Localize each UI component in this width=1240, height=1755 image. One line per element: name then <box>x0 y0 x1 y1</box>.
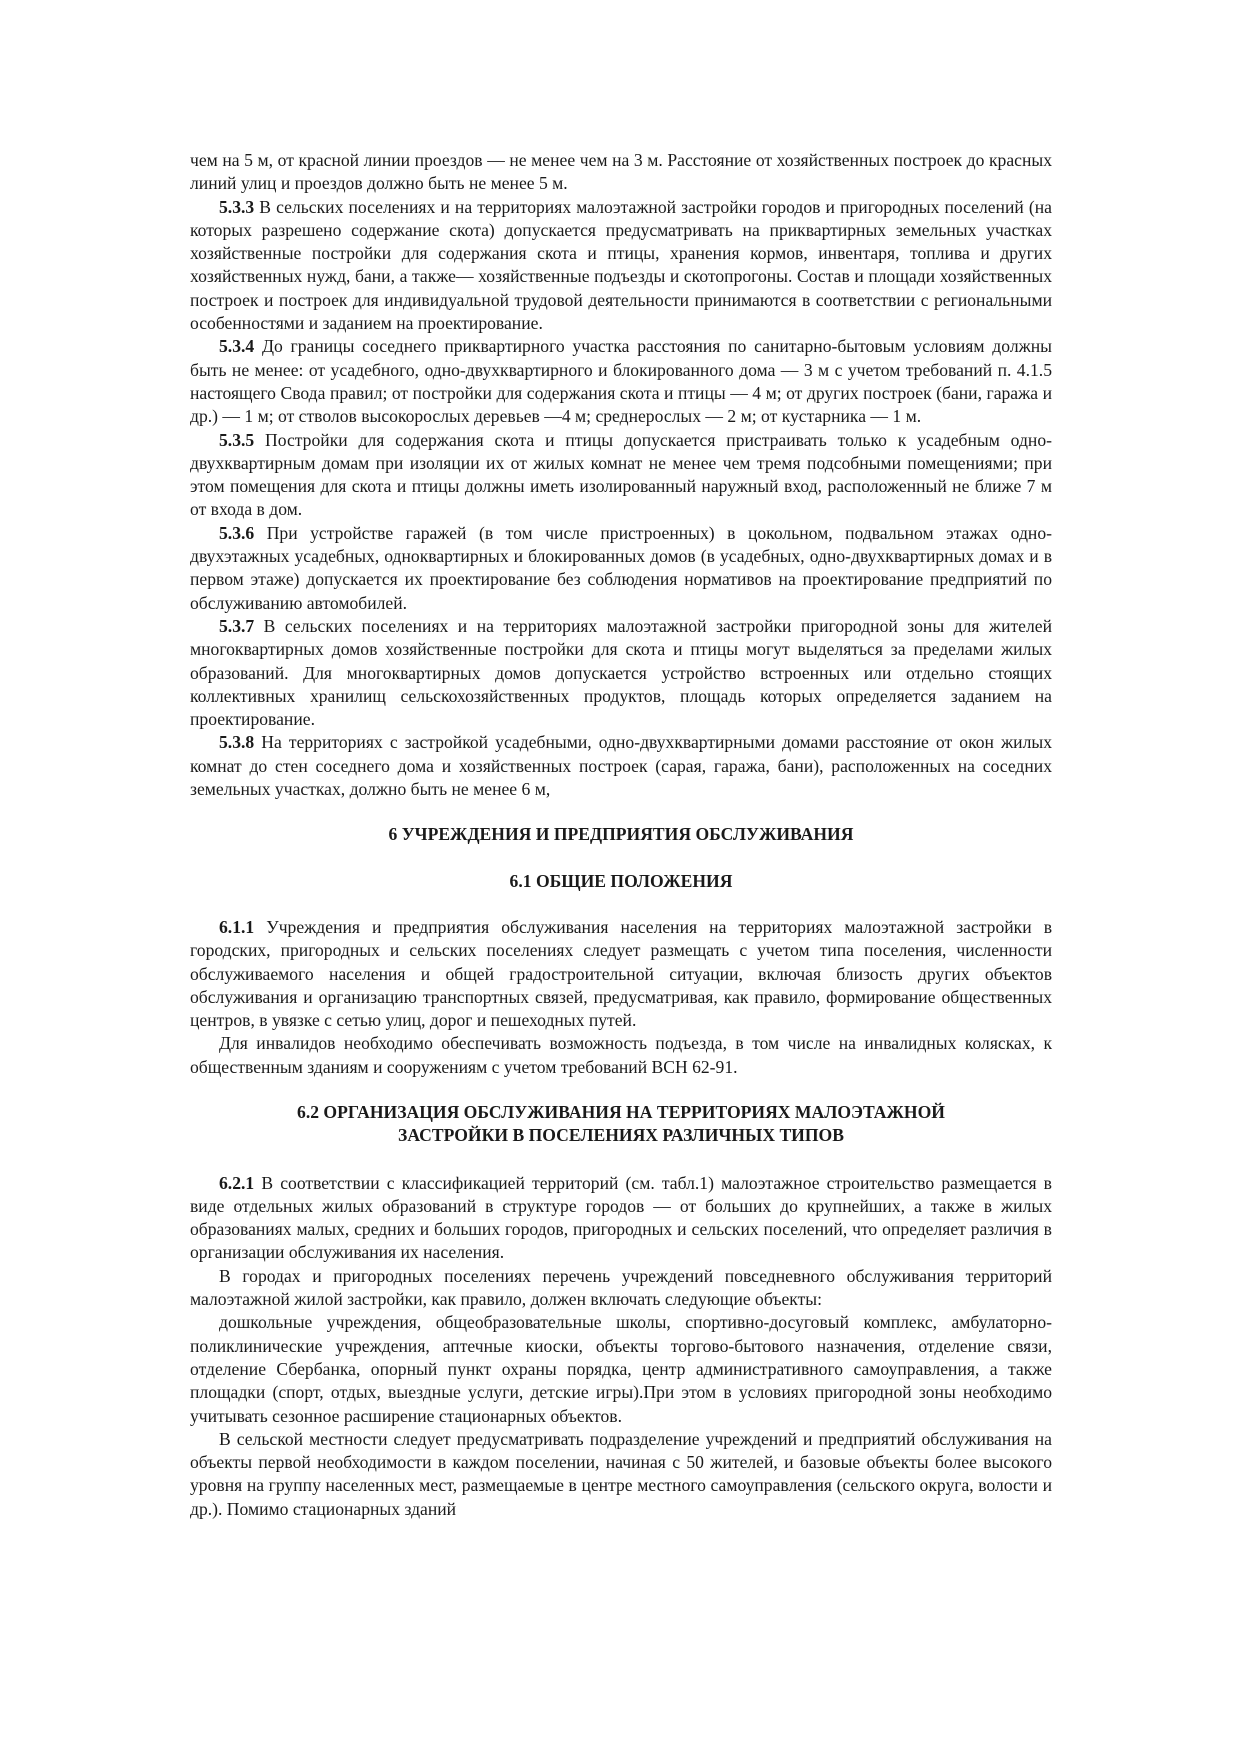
paragraph-5-3-5 <box>190 429 1052 522</box>
heading-line: ЗАСТРОЙКИ В ПОСЕЛЕНИЯХ РАЗЛИЧНЫХ ТИПОВ <box>398 1125 844 1146</box>
paragraph-text: До границы соседнего приквартирного участка расстояния по санитарно-бытовым условиям должны быть не менее: от усадебного, одно-двухквартирного и блокированного дома — 3 м с учетом требований п. 4.1.5 настоящего Свода правил; от постройки для содержания скота и птицы — 4 м; от других построек (бани, гаража и др.) — 1 м; от стволов высокорослых деревьев —4 м; среднерослых — 2 м; от кустарника — 1 м. <box>190 336 1052 427</box>
paragraph-5-3-8 <box>190 731 1052 801</box>
paragraph-6-2-1-objects-list: дошкольные учреждения, общеобразовательные школы, спортивно-досуговый комплекс, амбулаторно-поликлинические учреждения, аптечные киоски, объекты торгово-бытового назначения, отделение связи, отделение Сбербанка, опорный пункт охраны порядка, центр административного самоуправления, а также площадки (спорт, отдых, выездные услуги, детские игры).При этом в условиях пригородной зоны необходимо учитывать сезонное расширение стационарных объектов. <box>190 1312 1052 1426</box>
document-page <box>190 149 1052 1521</box>
paragraph-5-3-4 <box>190 335 1052 428</box>
paragraph-5-3-3 <box>190 196 1052 336</box>
paragraph-6-1-1 <box>190 916 1052 1032</box>
paragraph-text: В сельских поселениях и на территориях малоэтажной застройки пригородной зоны для жителей многоквартирных домов хозяйственные постройки для скота и птицы могут выделяться за пределами жилых образований. Для многоквартирных домов допускается устройство встроенных или отдельно стоящих коллективных хранилищ сельскохозяйственных продуктов, площадь которых определяется заданием на проектирование. <box>190 615 1052 730</box>
paragraph-6-1-1-disabled-access: Для инвалидов необходимо обеспечивать возможность подъезда, в том числе на инвалидных колясках, к общественным зданиям и сооружениям с учетом требований ВСН 62-91. <box>190 1033 1052 1077</box>
subsection-heading-6-1: 6.1 ОБЩИЕ ПОЛОЖЕНИЯ <box>509 870 733 891</box>
clause-number: 5.3.8 <box>219 732 255 753</box>
paragraph-continuation: чем на 5 м, от красной линии проездов — не менее чем на 3 м. Расстояние от хозяйственных построек до красных линий улиц и проездов должно быть не менее 5 м. <box>190 150 1052 194</box>
paragraph-text: В сельских поселениях и на территориях малоэтажной застройки городов и пригородных поселений (на которых разрешено содержание скота) допускается предусматривать на приквартирных земельных участках хозяйственные постройки для содержания скота и птицы, хранения кормов, инвентаря, топлива и других хозяйственных нужд, бани, а также— хозяйственные подъезды и скотопрогоны. Состав и площади хозяйственных построек и построек для индивидуальной трудовой деятельности принимаются в соответствии с региональными особенностями и заданием на проектирование. <box>190 196 1052 334</box>
clause-number: 5.3.5 <box>219 429 255 450</box>
paragraph-text: Постройки для содержания скота и птицы допускается пристраивать только к усадебным одно-двухквартирным домам при изоляции их от жилых комнат не менее чем тремя подсобными помещениями; при этом помещения для скота и птицы должны иметь изолированный наружный вход, расположенный не ближе 7 м от входа в дом. <box>190 429 1052 520</box>
paragraph-text: При устройстве гаражей (в том числе пристроенных) в цокольном, подвальном этажах одно-двухэтажных усадебных, одноквартирных и блокированных домов (в усадебных, одно-двухквартирных домах и в первом этаже) допускается их проектирование без соблюдения нормативов на проектирование предприятий по обслуживанию автомобилей. <box>190 522 1052 613</box>
clause-number: 6.2.1 <box>219 1172 255 1193</box>
paragraph-5-3-6 <box>190 522 1052 615</box>
clause-number: 5.3.4 <box>219 336 255 357</box>
paragraph-6-2-1 <box>190 1172 1052 1265</box>
clause-number: 5.3.7 <box>219 615 255 636</box>
clause-number: 5.3.3 <box>219 196 255 217</box>
heading-line: 6.2 ОРГАНИЗАЦИЯ ОБСЛУЖИВАНИЯ НА ТЕРРИТОРИЯХ МАЛОЭТАЖНОЙ <box>297 1101 945 1122</box>
clause-number: 5.3.6 <box>219 522 255 543</box>
paragraph-text: Учреждения и предприятия обслуживания населения на территориях малоэтажной застройки в городских, пригородных и сельских поселениях следует размещать с учетом типа поселения, численности обслуживаемого населения и общей градостроительной ситуации, включая близость других объектов обслуживания и организацию транспортных связей, предусматривая, как правило, формирование общественных центров, в увязке с сетью улиц, дорог и пешеходных путей. <box>190 916 1052 1031</box>
clause-number: 6.1.1 <box>219 916 255 937</box>
paragraph-text: На территориях с застройкой усадебными, одно-двухквартирными домами расстояние от окон жилых комнат до стен соседнего дома и хозяйственных построек (сарая, гаража, бани), расположенных на соседних земельных участках, должно быть не менее 6 м, <box>190 732 1052 800</box>
paragraph-5-3-7 <box>190 615 1052 731</box>
section-heading-6: 6 УЧРЕЖДЕНИЯ И ПРЕДПРИЯТИЯ ОБСЛУЖИВАНИЯ <box>388 824 854 845</box>
paragraph-6-2-1-rural: В сельской местности следует предусматривать подразделение учреждений и предприятий обслуживания на объекты первой необходимости в каждом поселении, начиная с 50 жителей, и базовые объекты более высокого уровня на группу населенных мест, размещаемые в центре местного самоуправления (сельского округа, волости и др.). Помимо стационарных зданий <box>190 1428 1052 1519</box>
paragraph-text: В соответствии с классификацией территорий (см. табл.1) малоэтажное строительство размещается в виде отдельных жилых образований в структуре городов — от больших до крупнейших, а также в жилых образованиях малых, средних и больших городов, пригородных и сельских поселений, что определяет различия в организации обслуживания их населения. <box>190 1172 1052 1263</box>
subsection-heading-6-2 <box>190 1101 1052 1148</box>
paragraph-6-2-1-cities: В городах и пригородных поселениях перечень учреждений повседневного обслуживания территорий малоэтажной жилой застройки, как правило, должен включать следующие объекты: <box>190 1265 1052 1310</box>
